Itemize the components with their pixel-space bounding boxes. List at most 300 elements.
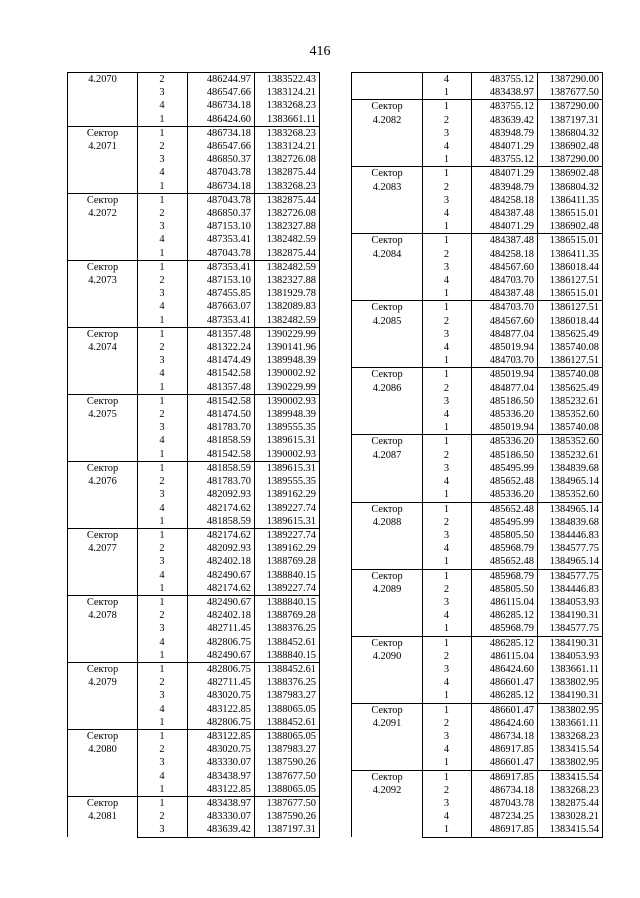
coord-x: 486547.66 [188, 86, 255, 99]
point-number: 2 [443, 784, 450, 796]
point-number: 4 [423, 73, 472, 87]
coord-y: 1390002.92 [255, 367, 320, 380]
coord-y: 1384190.31 [538, 609, 603, 622]
point-number: 2 [159, 141, 165, 153]
point-number: 4 [443, 610, 450, 622]
coord-x: 484703.70 [472, 354, 538, 368]
sector-label: Сектор 4.2072 [68, 193, 138, 260]
coord-y: 1389227.74 [255, 582, 320, 596]
coord-y: 1389948.39 [255, 354, 320, 367]
coord-x: 487353.41 [188, 314, 255, 328]
coord-x: 486115.04 [472, 650, 538, 663]
point-number: 4 [159, 301, 165, 313]
coord-y: 1389162.29 [255, 542, 320, 555]
coord-y: 1385232.61 [538, 449, 603, 462]
coord-y: 1388840.15 [255, 569, 320, 582]
coord-y: 1388065.05 [255, 783, 320, 797]
coord-y: 1382327.88 [255, 274, 320, 287]
coord-y: 1386127.51 [538, 274, 603, 287]
coord-x: 485336.20 [472, 435, 538, 449]
coord-y: 1388840.15 [255, 595, 320, 609]
coord-y: 1385740.08 [538, 421, 603, 435]
point-number: 3 [443, 395, 450, 407]
point-number: 2 [443, 650, 450, 662]
coord-x: 484703.70 [472, 274, 538, 287]
coord-y: 1388452.61 [255, 716, 320, 730]
sector-label: Сектор 4.2083 [352, 167, 423, 234]
coord-y: 1386411.35 [538, 194, 603, 207]
coord-y: 1387590.26 [255, 756, 320, 769]
coord-x: 485336.20 [472, 488, 538, 502]
coord-x: 481357.48 [188, 327, 255, 341]
point-number: 1 [159, 649, 165, 661]
coord-y: 1384839.68 [538, 462, 603, 475]
point-number: 3 [443, 127, 450, 139]
coord-y: 1387197.31 [538, 114, 603, 127]
coord-y: 1385740.08 [538, 368, 603, 382]
coord-x: 483330.07 [188, 756, 255, 769]
point-number: 4 [159, 100, 165, 112]
coord-x: 484258.18 [472, 248, 538, 261]
point-number: 1 [443, 422, 450, 434]
point-number: 1 [423, 167, 472, 181]
point-number: 1 [423, 703, 472, 717]
coord-y: 1389162.29 [255, 488, 320, 501]
point-number: 1 [423, 636, 472, 650]
sector-label: Сектор 4.2078 [68, 595, 138, 662]
coord-x: 483122.85 [188, 729, 255, 743]
point-number: 3 [443, 797, 450, 809]
point-number: 4 [159, 636, 165, 648]
point-number: 1 [423, 823, 472, 837]
coord-x: 482490.67 [188, 569, 255, 582]
coord-y: 1386804.32 [538, 181, 603, 194]
coord-x: 483948.79 [472, 127, 538, 140]
coord-y: 1383124.21 [255, 86, 320, 99]
coord-y: 1382482.59 [255, 314, 320, 328]
point-number: 1 [138, 327, 188, 341]
coord-y: 1383268.23 [538, 730, 603, 743]
table-row [352, 368, 603, 382]
coord-y: 1383268.23 [255, 126, 320, 140]
point-number: 4 [443, 744, 450, 756]
coord-y: 1390229.99 [255, 327, 320, 341]
coord-x: 483755.12 [472, 100, 538, 114]
table-row [352, 435, 603, 449]
coord-x: 486601.47 [472, 756, 538, 770]
coord-x: 485495.99 [472, 462, 538, 475]
coord-x: 483438.97 [188, 796, 255, 810]
point-number: 2 [443, 717, 450, 729]
coord-x: 485805.50 [472, 583, 538, 596]
coord-x: 482174.62 [188, 582, 255, 596]
coord-y: 1389948.39 [255, 408, 320, 421]
table-row [68, 796, 320, 810]
coord-x: 486285.12 [472, 689, 538, 703]
coord-x: 481474.50 [188, 408, 255, 421]
coord-x: 485805.50 [472, 529, 538, 542]
coord-x: 486850.37 [188, 153, 255, 166]
point-number: 2 [443, 181, 450, 193]
coord-y: 1384839.68 [538, 516, 603, 529]
coord-y: 1385232.61 [538, 395, 603, 408]
point-number: 3 [443, 462, 450, 474]
coord-x: 485652.48 [472, 502, 538, 516]
coord-y: 1387290.00 [538, 153, 603, 167]
coord-y: 1382875.44 [255, 247, 320, 261]
coord-x: 485336.20 [472, 408, 538, 421]
coord-x: 484567.60 [472, 261, 538, 274]
point-number: 1 [443, 489, 450, 501]
point-number: 4 [159, 234, 165, 246]
coord-y: 1383415.54 [538, 770, 603, 784]
coord-y: 1390002.93 [255, 448, 320, 462]
coord-x: 481542.58 [188, 367, 255, 380]
point-number: 2 [159, 275, 165, 287]
coord-y: 1386902.48 [538, 167, 603, 181]
coord-y: 1384965.14 [538, 555, 603, 569]
point-number: 4 [443, 476, 450, 488]
point-number: 2 [443, 315, 450, 327]
coord-x: 481322.24 [188, 341, 255, 354]
sector-label: Сектор 4.2090 [352, 636, 423, 703]
point-number: 3 [159, 690, 165, 702]
coord-x: 487043.78 [188, 247, 255, 261]
table-row [68, 528, 320, 542]
page-number: 416 [309, 44, 331, 59]
point-number: 4 [159, 502, 165, 514]
coord-x: 485495.99 [472, 516, 538, 529]
coord-x: 483438.97 [472, 86, 538, 100]
coord-x: 486917.85 [472, 770, 538, 784]
coord-x: 486734.18 [188, 180, 255, 194]
coord-y: 1386127.51 [538, 354, 603, 368]
coord-y: 1382089.83 [255, 300, 320, 313]
coord-y: 1382726.08 [255, 153, 320, 166]
point-number: 3 [159, 422, 165, 434]
point-number: 2 [443, 248, 450, 260]
coord-y: 1383802.95 [538, 703, 603, 717]
coord-y: 1386018.44 [538, 261, 603, 274]
point-number: 1 [138, 528, 188, 542]
coord-y: 1386018.44 [538, 315, 603, 328]
table-row [352, 234, 603, 248]
coord-x: 484071.29 [472, 140, 538, 153]
coord-x: 483122.85 [188, 703, 255, 716]
coord-x: 487353.41 [188, 233, 255, 246]
point-number: 1 [159, 381, 165, 393]
coord-y: 1386515.01 [538, 287, 603, 301]
coord-x: 486917.85 [472, 823, 538, 837]
coord-x: 485652.48 [472, 555, 538, 569]
coord-y: 1386515.01 [538, 234, 603, 248]
coord-y: 1383522.43 [255, 73, 320, 87]
table-row [68, 729, 320, 743]
coord-y: 1387677.50 [255, 796, 320, 810]
point-number: 3 [159, 87, 165, 99]
coord-x: 487663.07 [188, 300, 255, 313]
coord-y: 1387677.50 [538, 86, 603, 100]
table-row [68, 461, 320, 475]
table-row [68, 327, 320, 341]
point-number: 4 [159, 368, 165, 380]
sector-label: Сектор 4.2085 [352, 301, 423, 368]
point-number: 3 [443, 529, 450, 541]
point-number: 1 [423, 234, 472, 248]
point-number: 4 [443, 677, 450, 689]
coord-x: 483948.79 [472, 181, 538, 194]
point-number: 1 [423, 435, 472, 449]
coord-x: 482092.93 [188, 542, 255, 555]
point-number: 1 [423, 301, 472, 315]
coord-y: 1384965.14 [538, 502, 603, 516]
coord-y: 1385352.60 [538, 435, 603, 449]
coord-y: 1383661.11 [538, 717, 603, 730]
table-row [68, 394, 320, 408]
coord-y: 1382327.88 [255, 220, 320, 233]
coord-y: 1383415.54 [538, 743, 603, 756]
coord-y: 1387290.00 [538, 73, 603, 87]
point-number: 4 [443, 208, 450, 220]
coord-x: 484877.04 [472, 328, 538, 341]
coord-y: 1387590.26 [255, 810, 320, 823]
coord-x: 487234.25 [472, 810, 538, 823]
point-number: 4 [159, 435, 165, 447]
coord-x: 481858.59 [188, 515, 255, 529]
point-number: 2 [443, 382, 450, 394]
point-number: 4 [159, 569, 165, 581]
point-number: 1 [138, 595, 188, 609]
coord-y: 1385740.08 [538, 341, 603, 354]
coord-x: 482402.18 [188, 609, 255, 622]
sector-label: Сектор 4.2084 [352, 234, 423, 301]
coord-x: 486601.47 [472, 676, 538, 689]
coord-x: 487153.10 [188, 220, 255, 233]
sector-label: Сектор 4.2092 [352, 770, 423, 837]
sector-label: Сектор 4.2089 [352, 569, 423, 636]
point-number: 1 [443, 87, 450, 99]
coord-x: 483020.75 [188, 689, 255, 702]
point-number: 1 [138, 394, 188, 408]
coord-x: 482711.45 [188, 622, 255, 635]
point-number: 3 [443, 194, 450, 206]
coord-x: 486285.12 [472, 636, 538, 650]
point-number: 1 [443, 154, 450, 166]
coord-y: 1383124.21 [255, 140, 320, 153]
sector-label: Сектор 4.2079 [68, 662, 138, 729]
sector-label: Сектор 4.2088 [352, 502, 423, 569]
coord-y: 1386902.48 [538, 220, 603, 234]
coord-y: 1383415.54 [538, 823, 603, 837]
coord-y: 1384053.93 [538, 650, 603, 663]
table-row [68, 662, 320, 676]
coord-y: 1390229.99 [255, 381, 320, 395]
coord-y: 1387197.31 [255, 823, 320, 837]
point-number: 2 [159, 811, 165, 823]
point-number: 3 [443, 328, 450, 340]
coord-x: 482806.75 [188, 662, 255, 676]
point-number: 2 [159, 409, 165, 421]
point-number: 3 [159, 489, 165, 501]
coord-x: 483639.42 [472, 114, 538, 127]
coord-x: 483122.85 [188, 783, 255, 797]
coord-y: 1388376.25 [255, 676, 320, 689]
coord-y: 1383661.11 [255, 113, 320, 127]
coord-x: 485019.94 [472, 421, 538, 435]
point-number: 1 [138, 193, 188, 207]
coord-y: 1389227.74 [255, 528, 320, 542]
coord-y: 1388452.61 [255, 662, 320, 676]
coord-y: 1382482.59 [255, 233, 320, 246]
coord-x: 482490.67 [188, 595, 255, 609]
coordinates-table-left [67, 72, 320, 838]
sector-label: 4.2070 [68, 73, 138, 127]
point-number: 1 [159, 247, 165, 259]
coord-y: 1384190.31 [538, 636, 603, 650]
table-row [352, 167, 603, 181]
coord-y: 1390002.93 [255, 394, 320, 408]
coord-y: 1388065.05 [255, 703, 320, 716]
sector-label: Сектор 4.2081 [68, 796, 138, 837]
coord-y: 1388769.28 [255, 555, 320, 568]
point-number: 1 [159, 783, 165, 795]
coord-x: 486115.04 [472, 596, 538, 609]
point-number: 4 [443, 811, 450, 823]
sector-label: Сектор 4.2074 [68, 327, 138, 394]
point-number: 1 [159, 448, 165, 460]
point-number: 1 [159, 113, 165, 125]
coord-x: 482174.62 [188, 502, 255, 515]
point-number: 1 [138, 729, 188, 743]
coord-y: 1389555.35 [255, 475, 320, 488]
point-number: 2 [159, 543, 165, 555]
coord-y: 1388376.25 [255, 622, 320, 635]
point-number: 1 [138, 126, 188, 140]
table-row [68, 73, 320, 87]
coord-y: 1384577.75 [538, 569, 603, 583]
coord-x: 482174.62 [188, 528, 255, 542]
point-number: 1 [138, 461, 188, 475]
point-number: 1 [159, 716, 165, 728]
table-row [68, 595, 320, 609]
coord-y: 1390141.96 [255, 341, 320, 354]
sector-label: Сектор 4.2091 [352, 703, 423, 770]
coord-y: 1382482.59 [255, 260, 320, 274]
coord-y: 1382726.08 [255, 207, 320, 220]
point-number: 3 [443, 730, 450, 742]
point-number: 3 [159, 288, 165, 300]
coord-y: 1388769.28 [255, 609, 320, 622]
coord-x: 486424.60 [472, 663, 538, 676]
coord-x: 486285.12 [472, 609, 538, 622]
point-number: 1 [423, 770, 472, 784]
coord-y: 1388840.15 [255, 649, 320, 663]
point-number: 2 [159, 744, 165, 756]
coord-y: 1383268.23 [255, 99, 320, 112]
coordinates-table-right [351, 72, 603, 838]
coord-x: 483755.12 [472, 153, 538, 167]
coord-x: 487153.10 [188, 274, 255, 287]
coord-y: 1389615.31 [255, 434, 320, 447]
coord-x: 482092.93 [188, 488, 255, 501]
coord-x: 486850.37 [188, 207, 255, 220]
point-number: 1 [423, 569, 472, 583]
coord-x: 481542.58 [188, 394, 255, 408]
point-number: 2 [443, 449, 450, 461]
coord-x: 483330.07 [188, 810, 255, 823]
point-number: 2 [138, 73, 188, 87]
point-number: 1 [423, 502, 472, 516]
sector-label: Сектор 4.2082 [352, 100, 423, 167]
coord-y: 1383661.11 [538, 663, 603, 676]
point-number: 2 [159, 476, 165, 488]
coord-y: 1389227.74 [255, 502, 320, 515]
coord-y: 1386127.51 [538, 301, 603, 315]
coord-x: 485968.79 [472, 542, 538, 555]
coord-x: 486424.60 [472, 717, 538, 730]
sector-label: Сектор 4.2075 [68, 394, 138, 461]
point-number: 4 [443, 409, 450, 421]
coord-x: 482711.45 [188, 676, 255, 689]
point-number: 1 [159, 582, 165, 594]
coord-x: 484071.29 [472, 167, 538, 181]
coord-y: 1384190.31 [538, 689, 603, 703]
point-number: 1 [443, 556, 450, 568]
point-number: 1 [443, 221, 450, 233]
table-row [352, 569, 603, 583]
point-number: 1 [138, 260, 188, 274]
coord-y: 1383802.95 [538, 676, 603, 689]
table-row [352, 100, 603, 114]
coord-y: 1386902.48 [538, 140, 603, 153]
table-row [352, 73, 603, 87]
point-number: 2 [159, 208, 165, 220]
point-number: 3 [159, 556, 165, 568]
coord-x: 486734.18 [472, 730, 538, 743]
coord-y: 1382875.44 [538, 797, 603, 810]
table-row [352, 301, 603, 315]
coord-y: 1384053.93 [538, 596, 603, 609]
point-number: 3 [159, 355, 165, 367]
coord-x: 483438.97 [188, 770, 255, 783]
point-number: 1 [443, 623, 450, 635]
coord-x: 482806.75 [188, 716, 255, 730]
coord-x: 487043.78 [188, 193, 255, 207]
coord-y: 1386515.01 [538, 207, 603, 220]
point-number: 3 [138, 823, 188, 837]
coord-x: 484258.18 [472, 194, 538, 207]
point-number: 4 [159, 770, 165, 782]
point-number: 3 [443, 663, 450, 675]
coord-x: 485968.79 [472, 569, 538, 583]
point-number: 2 [159, 677, 165, 689]
coord-y: 1383268.23 [255, 180, 320, 194]
coord-x: 486734.18 [188, 99, 255, 112]
coord-y: 1387290.00 [538, 100, 603, 114]
point-number: 3 [159, 623, 165, 635]
point-number: 2 [159, 342, 165, 354]
coord-x: 484877.04 [472, 382, 538, 395]
coord-y: 1385352.60 [538, 408, 603, 421]
coord-y: 1388065.05 [255, 729, 320, 743]
coord-x: 484703.70 [472, 301, 538, 315]
coord-x: 487455.85 [188, 287, 255, 300]
coord-y: 1389615.31 [255, 515, 320, 529]
point-number: 3 [159, 154, 165, 166]
coord-x: 483755.12 [472, 73, 538, 87]
point-number: 1 [159, 180, 165, 192]
coord-x: 481783.70 [188, 475, 255, 488]
